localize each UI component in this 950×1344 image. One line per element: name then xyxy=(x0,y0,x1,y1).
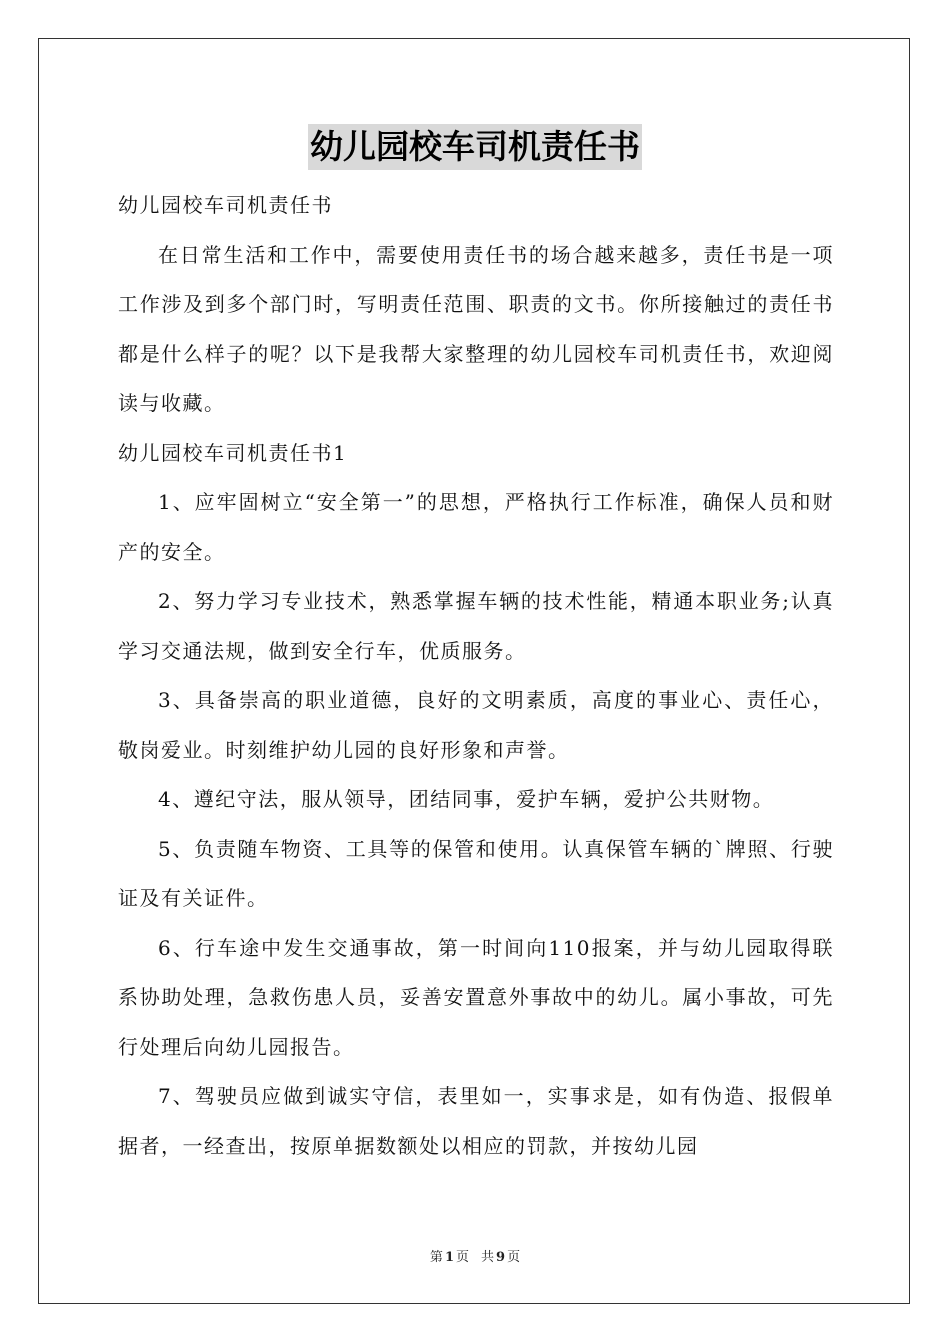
paragraph-item-2: 2、努力学习专业技术，熟悉掌握车辆的技术性能，精通本职业务;认真学习交通法规，做到安全行车，优质服务。 xyxy=(118,589,834,663)
page-suffix: 页 xyxy=(455,1250,469,1265)
page-prefix: 第 xyxy=(429,1250,443,1265)
paragraph-item-7: 7、驾驶员应做到诚实守信，表里如一，实事求是，如有伪造、报假单据者，一经查出，按原单据数额处以相应的罚款，并按幼儿园 xyxy=(118,1084,834,1158)
total-suffix: 页 xyxy=(507,1250,521,1265)
paragraph-item-1: 1、应牢固树立“安全第一”的思想，严格执行工作标准，确保人员和财产的安全。 xyxy=(118,490,834,564)
page-total: 9 xyxy=(496,1250,506,1265)
document-body xyxy=(118,181,834,1171)
document-title xyxy=(0,124,950,170)
paragraph-item-3: 3、具备崇高的职业道德，良好的文明素质，高度的事业心、责任心，敬岗爱业。时刻维护幼儿园的良好形象和声誉。 xyxy=(118,688,834,762)
paragraph-item-5: 5、负责随车物资、工具等的保管和使用。认真保管车辆的`牌照、行驶证及有关证件。 xyxy=(118,836,834,910)
paragraph-item-6: 6、行车途中发生交通事故，第一时间向110报案，并与幼儿园取得联系协助处理，急救伤患人员，妥善安置意外事故中的幼儿。属小事故，可先行处理后向幼儿园报告。 xyxy=(118,935,834,1059)
total-prefix: 共 xyxy=(481,1250,495,1265)
page-current: 1 xyxy=(444,1250,454,1265)
document-title-text: 幼儿园校车司机责任书 xyxy=(308,124,642,170)
paragraph-item-4: 4、遵纪守法，服从领导，团结同事，爱护车辆，爱护公共财物。 xyxy=(158,787,775,811)
page-footer xyxy=(0,1246,950,1265)
paragraph-subtitle: 幼儿园校车司机责任书 xyxy=(118,193,333,217)
paragraph-intro: 在日常生活和工作中，需要使用责任书的场合越来越多，责任书是一项工作涉及到多个部门时，写明责任范围、职责的文书。你所接触过的责任书都是什么样子的呢？以下是我帮大家整理的幼儿园校车司机责任书，欢迎阅读与收藏。 xyxy=(118,242,834,415)
paragraph-section-heading: 幼儿园校车司机责任书1 xyxy=(118,440,348,465)
